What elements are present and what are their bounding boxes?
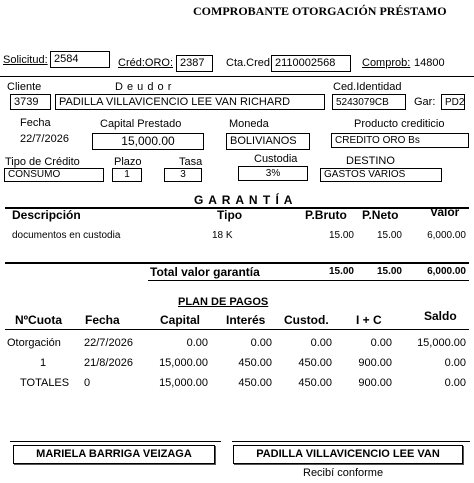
plan-custod: 450.00: [298, 377, 332, 389]
cta-cred-label: Cta.Cred: [226, 57, 271, 69]
total-pbruto: 15.00: [328, 266, 354, 277]
col-ic: I + C: [356, 313, 382, 327]
plan-cuota: Otorgación: [7, 337, 61, 349]
deudor-field: PADILLA VILLAVICENCIO LEE VAN RICHARD: [55, 94, 325, 110]
plazo-field: 1: [112, 168, 142, 182]
col-tipo: Tipo: [217, 208, 243, 222]
plan-header-rule: [5, 329, 469, 330]
cliente-label: Cliente: [7, 81, 42, 93]
tipo-credito-field: CONSUMO: [4, 168, 104, 182]
col-pneto: P.Neto: [362, 208, 399, 222]
ced-identidad-field: 5243079CB: [332, 94, 406, 110]
total-underline: [148, 280, 469, 281]
moneda-field: BOLIVIANOS: [226, 133, 310, 150]
fecha-label: Fecha: [20, 117, 51, 129]
moneda-label: Moneda: [229, 118, 269, 130]
custodia-label: Custodia: [254, 153, 298, 165]
tasa-field: 3: [164, 168, 202, 182]
capital-prestado-label: Capital Prestado: [100, 118, 182, 130]
plan-capital: 15,000.00: [159, 377, 208, 389]
plan-cuota: TOTALES: [20, 377, 70, 389]
left-signature-line: [10, 441, 221, 442]
plan-interes: 0.00: [250, 337, 272, 349]
fecha-value: 22/7/2026: [20, 133, 69, 145]
total-valor: 6,000.00: [427, 266, 466, 277]
plan-interes: 450.00: [238, 357, 272, 369]
comprob-label: Comprob:: [362, 57, 411, 69]
col-capital: Capital: [160, 313, 201, 327]
col-custod: Custod.: [284, 313, 329, 327]
plan-saldo: 0.00: [444, 377, 466, 389]
capital-prestado-field: 15,000.00: [92, 133, 204, 150]
plan-custod: 450.00: [298, 357, 332, 369]
col-interes: Interés: [226, 313, 266, 327]
deudor-label: D e u d o r: [115, 81, 172, 93]
recibi-conforme: Recibí conforme: [303, 467, 384, 479]
left-signature-name: MARIELA BARRIGA VEIZAGA: [13, 445, 215, 464]
plazo-label: Plazo: [114, 156, 142, 168]
plan-cuota: 1: [40, 357, 47, 369]
plan-ic: 900.00: [358, 377, 392, 389]
garantia-descripcion: documentos en custodia: [12, 230, 121, 241]
custodia-field: 3%: [238, 166, 308, 181]
garantia-tipo: 18 K: [212, 230, 233, 241]
garantia-pbruto: 15.00: [328, 230, 354, 241]
garantia-pneto: 15.00: [376, 230, 402, 241]
col-valor: Valor: [430, 205, 460, 219]
col-pbruto: P.Bruto: [305, 208, 347, 222]
solicitud-label: Solicitud:: [3, 54, 48, 66]
plan-fecha: 21/8/2026: [84, 357, 133, 369]
destino-field: GASTOS VARIOS: [320, 168, 442, 182]
plan-ic: 900.00: [358, 357, 392, 369]
producto-field: CREDITO ORO Bs: [331, 133, 469, 148]
ced-identidad-label: Ced.Identidad: [333, 81, 402, 93]
garantia-bottom-rule: [5, 262, 469, 264]
plan-custod: 0.00: [310, 337, 332, 349]
plan-capital: 0.00: [186, 337, 208, 349]
plan-fecha: 0: [84, 377, 91, 389]
garantia-valor: 6,000.00: [427, 230, 466, 241]
col-cuota: NºCuota: [15, 313, 63, 327]
document-title: COMPROBANTE OTORGACIÓN PRÉSTAMO: [193, 4, 447, 18]
cliente-field: 3739: [10, 94, 51, 110]
cred-oro-label: Créd:ORO:: [118, 57, 174, 69]
comprob-value: 14800: [414, 57, 445, 69]
plan-capital: 15,000.00: [159, 357, 208, 369]
solicitud-field: 2584: [50, 51, 110, 68]
header-divider: [0, 76, 474, 77]
plan-title: PLAN DE PAGOS: [178, 296, 269, 308]
total-pneto: 15.00: [376, 266, 402, 277]
cta-cred-field: 2110002568: [271, 55, 351, 72]
plan-saldo: 0.00: [444, 357, 466, 369]
destino-label: DESTINO: [346, 155, 395, 167]
garantia-title: G A R A N T Í A: [194, 193, 294, 207]
gar-label: Gar:: [414, 96, 436, 108]
total-garantia-label: Total valor garantía: [150, 265, 260, 279]
cred-oro-field: 2387: [176, 55, 213, 72]
col-fecha: Fecha: [85, 313, 120, 327]
producto-label: Producto crediticio: [354, 118, 445, 130]
gar-field: PD2: [441, 94, 465, 110]
right-signature-line: [232, 441, 470, 442]
plan-fecha: 22/7/2026: [84, 337, 133, 349]
right-signature-name: PADILLA VILLAVICENCIO LEE VAN: [233, 445, 463, 464]
plan-interes: 450.00: [238, 377, 272, 389]
plan-saldo: 15,000.00: [417, 337, 466, 349]
plan-ic: 0.00: [370, 337, 392, 349]
tasa-label: Tasa: [179, 156, 203, 168]
tipo-credito-label: Tipo de Crédito: [5, 156, 80, 168]
col-saldo: Saldo: [424, 309, 457, 323]
col-descripcion: Descripción: [12, 208, 81, 222]
